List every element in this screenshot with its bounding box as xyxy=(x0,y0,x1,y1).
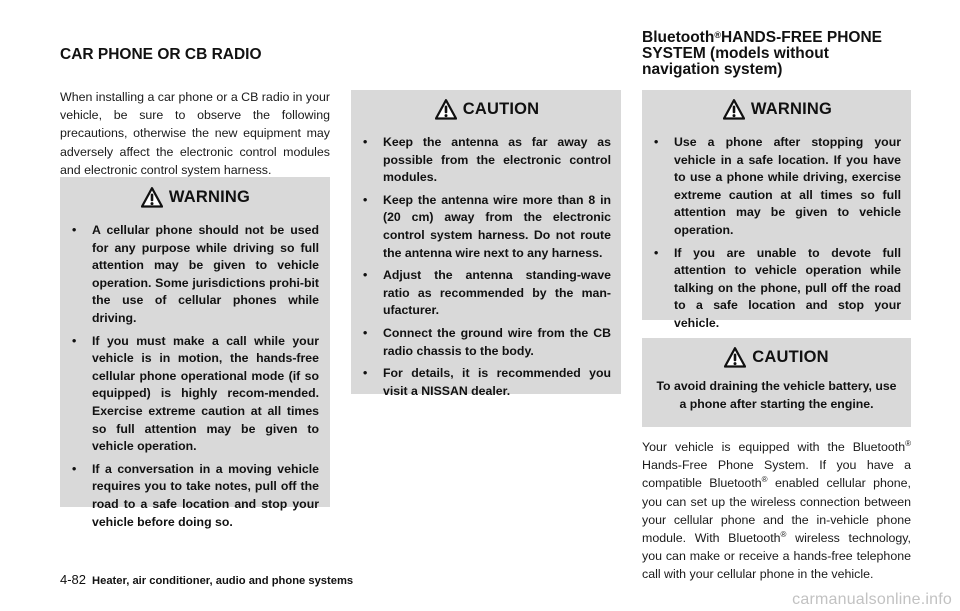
warning-triangle-icon xyxy=(435,99,457,120)
watermark: carmanualsonline.info xyxy=(792,591,952,608)
list-item: • For details, it is recommended you visit a NISSAN dealer. xyxy=(363,366,611,398)
footer-section-title: Heater, air conditioner, audio and phone systems xyxy=(92,575,354,587)
warning-list-left xyxy=(72,222,319,531)
list-item: • If a conversation in a moving vehicle requires you to take notes, pull off the road to a safe location and stop your vehicle before doing so. xyxy=(72,461,319,529)
caution-title: CAUTION xyxy=(363,99,611,120)
caution-title: CAUTION xyxy=(654,347,899,368)
caution-box-middle xyxy=(351,90,621,398)
caution-list-middle xyxy=(363,134,611,400)
warning-triangle-icon xyxy=(141,187,163,208)
page-footer xyxy=(60,572,353,587)
warning-triangle-icon xyxy=(723,99,745,120)
section-heading-bluetooth: Bluetooth®HANDS-FREE PHONE SYSTEM (models without navigation system) xyxy=(642,29,883,78)
list-item: • Use a phone after stopping your vehicle in a safe location. If you have to use a phone while driving, exercise extreme caution at all times so full attention may be given to vehicle operation. xyxy=(654,135,901,237)
warning-box-right xyxy=(642,90,911,330)
list-item: • Keep the antenna wire more than 8 in (20 cm) away from the electronic control system harness. Do not route the antenna wire next to any harness. xyxy=(363,192,611,260)
intro-paragraph: When installing a car phone or a CB radio in your vehicle, be sure to observe the following precautions, otherwise the new equipment may adversely affect the electronic control modules and electronic control system harness. xyxy=(60,90,330,177)
warning-title: WARNING xyxy=(654,99,901,120)
list-item: • Connect the ground wire from the CB radio chassis to the body. xyxy=(363,325,611,358)
warning-triangle-icon xyxy=(724,347,746,368)
section-heading-car-phone: CAR PHONE OR CB RADIO xyxy=(60,46,262,63)
warning-box-left xyxy=(60,177,330,529)
list-item: • A cellular phone should not be used for any purpose while driving so full attention may be given to vehicle operation. Some jurisdictions prohi-bit the use of cellular phones while driving. xyxy=(72,223,319,325)
list-item: • Keep the antenna as far away as possible from the electronic control modules. xyxy=(363,135,611,185)
page-number: 4-82 xyxy=(60,572,87,587)
warning-title: WARNING xyxy=(72,187,319,208)
warning-list-right xyxy=(654,134,901,333)
bluetooth-paragraph: Your vehicle is equipped with the Bluetooth® Hands-Free Phone System. If you have a compatible Bluetooth® enabled cellular phone, you can set up the wireless connection between your cellular phone and the in-vehicle phone module. With Bluetooth® wireless technology, you can make or receive a hands-free telephone call with your cellular phone in the vehicle. xyxy=(642,439,911,582)
caution-text: To avoid draining the vehicle battery, use a phone after starting the engine. xyxy=(656,379,897,411)
list-item: • If you are unable to devote full attention to vehicle operation while talking on the phone, pull off the road to a safe location and stop your vehicle. xyxy=(654,245,901,330)
list-item: • If you must make a call while your vehicle is in motion, the hands-free cellular phone operational mode (if so equipped) is highly recom-mended. Exercise extreme caution at all times so full attention may be given to vehicle operation. xyxy=(72,333,319,454)
caution-box-right xyxy=(642,338,911,427)
list-item: • Adjust the antenna standing-wave ratio as recommended by the man-ufacturer. xyxy=(363,268,611,318)
